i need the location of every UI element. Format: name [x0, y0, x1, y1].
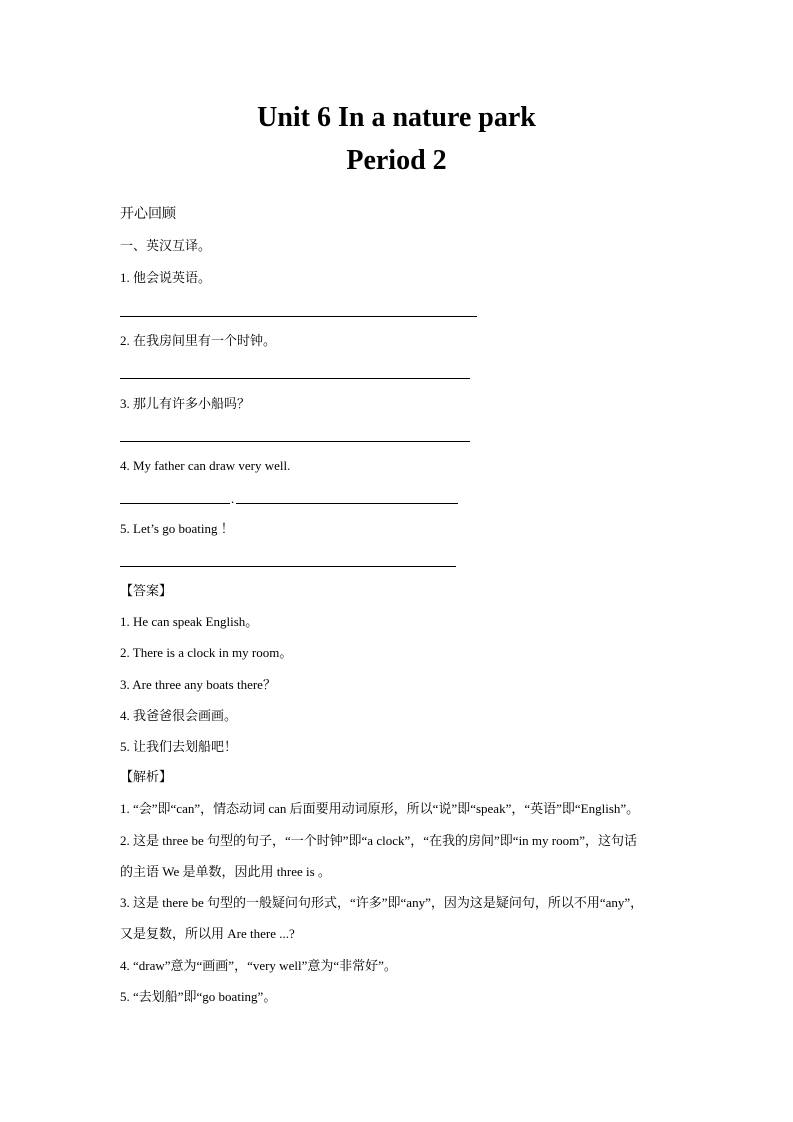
- analysis-line: 又是复数，所以用 Are there ...?: [120, 926, 295, 941]
- page-title-line2: Period 2: [346, 145, 447, 176]
- analysis-line: 5. “去划船”即“go boating”。: [120, 989, 277, 1004]
- analysis-line: 4. “draw”意为“画画”，“very well”意为“非常好”。: [120, 958, 397, 973]
- answer-blank-2[interactable]: [120, 378, 470, 379]
- question-1: 1. 他会说英语。: [120, 270, 212, 285]
- answer-blank-1[interactable]: [120, 316, 477, 317]
- answers-heading: 【答案】: [120, 583, 173, 598]
- analysis-line: 3. 这是 there be 句型的一般疑问句形式，“许多”即“any”，因为这是疑问句，所以不用“any”，: [120, 895, 644, 910]
- section-heading: 开心回顾: [120, 207, 176, 222]
- question-2: 2. 在我房间里有一个时钟。: [120, 333, 277, 348]
- exercise-heading: 一、英汉互译。: [120, 238, 212, 253]
- analysis-line: 1. “会”即“can”，情态动词 can 后面要用动词原形，所以“说”即“speak”，“英语”即“English”。: [120, 801, 640, 816]
- answer-item: 4. 我爸爸很会画画。: [120, 708, 238, 723]
- analysis-line: 的主语 We 是单数，因此用 three is 。: [120, 864, 331, 879]
- answer-blank-4a[interactable]: [120, 503, 230, 504]
- answer-item: 5. 让我们去划船吧！: [120, 739, 238, 754]
- answer-blank-3[interactable]: [120, 441, 470, 442]
- answer-item: 2. There is a clock in my room。: [120, 645, 293, 660]
- analysis-heading: 【解析】: [120, 769, 173, 784]
- answer-blank-4b[interactable]: [236, 503, 458, 504]
- page-title-line1: Unit 6 In a nature park: [257, 102, 536, 133]
- answer-item: 1. He can speak English。: [120, 614, 259, 629]
- question-5: 5. Let’s go boating ！: [120, 521, 234, 536]
- question-3: 3. 那儿有许多小船吗？: [120, 396, 251, 411]
- question-4: 4. My father can draw very well.: [120, 458, 291, 473]
- analysis-line: 2. 这是 three be 句型的句子，“一个时钟”即“a clock”，“在我的房间”即“in my room”，这句话: [120, 833, 637, 848]
- answer-blank-5[interactable]: [120, 566, 456, 567]
- answer-item: 3. Are three any boats there？: [120, 677, 276, 692]
- blank-separator-dot: .: [231, 491, 235, 506]
